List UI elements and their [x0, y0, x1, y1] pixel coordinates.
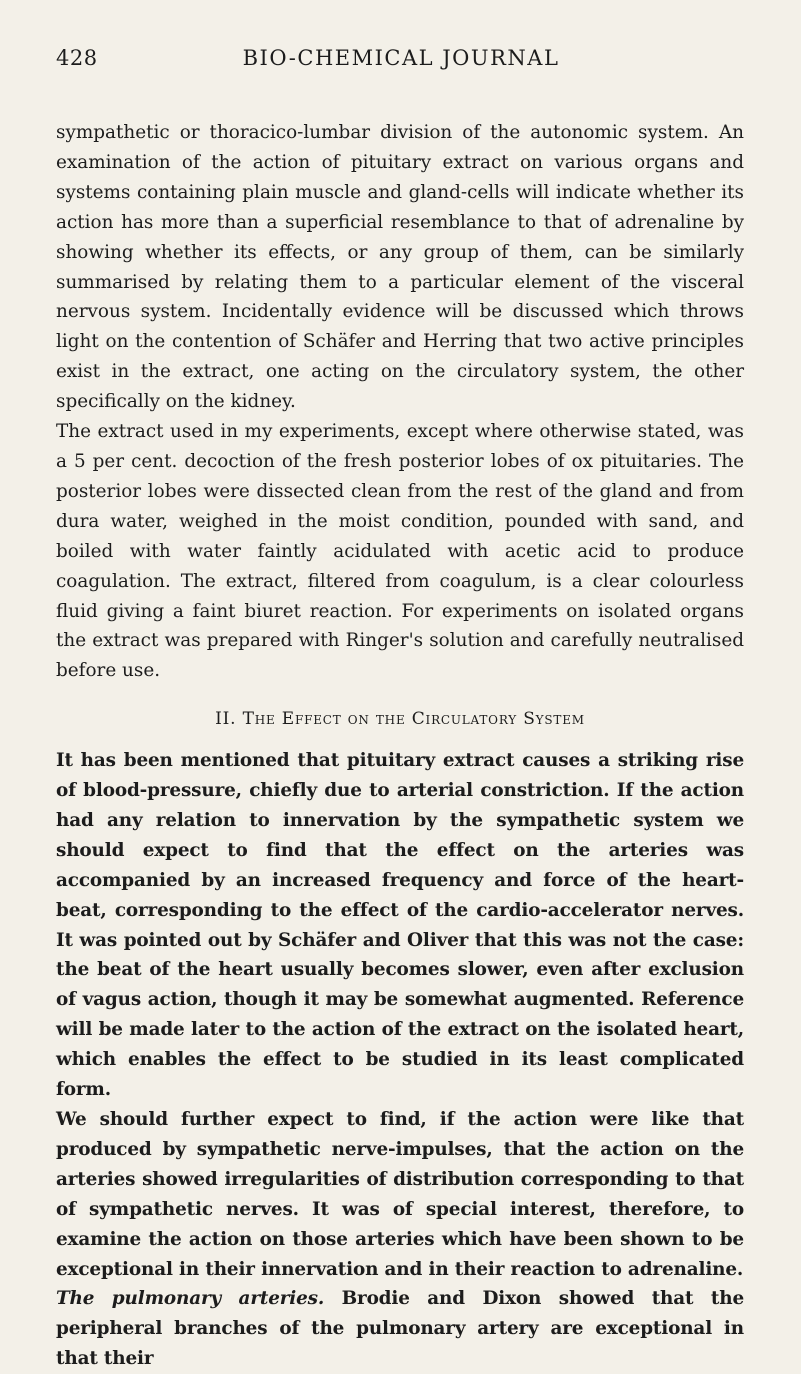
paragraph-2: The extract used in my experiments, except where otherwise stated, was a 5 per cent. decoction of the fresh posterior lobes of ox pituitaries. The posterior lobes were dissected clean from the rest of the gland and from dura water, weighed in the moist condition, pounded with sand, and boiled with water faintly acidulated with acetic acid to produce coagulation. The extract, filtered from coagulum, is a clear colourless fluid giving a faint biuret reaction. For experiments on isolated organs the extract was prepared with Ringer's solution and carefully neutralised before use. [56, 421, 744, 682]
paragraph-3: It has been mentioned that pituitary extract causes a striking rise of blood-pressure, chiefly due to arterial constriction. If the action had any relation to innervation by the sympathetic system we should expect to find that the effect on the arteries was accompanied by an increased frequency and force of the heart-beat, corresponding to the effect of the cardio-accelerator nerves. It was pointed out by Schäfer and Oliver that this was not the case: the beat of the heart usually becomes slower, even after exclusion of vagus action, though it may be somewhat augmented. Reference will be made later to the action of the extract on the isolated heart, which enables the effect to be studied in its least complicated form. [56, 750, 744, 1101]
section-heading: II. The Effect on the Circulatory System [215, 709, 585, 730]
paragraph-4: We should further expect to find, if the action were like that produced by sympathetic nerve-impulses, that the action on the arteries showed irregularities of distribution corresponding to that of sympathetic nerves. It was of special interest, therefore, to examine the action on those arteries which have been shown to be exceptional in their innervation and in their reaction to adrenaline. [56, 1109, 744, 1280]
page-header [56, 46, 746, 76]
article-body [56, 118, 744, 1374]
paragraph-1: sympathetic or thoracico-lumbar division of the autonomic system. An examination of the action of pituitary extract on various organs and systems containing plain muscle and gland-cells will indicate whether its action has more than a superficial resemblance to that of adrenaline by showing whether its effects, or any group of them, can be similarly summarised by relating them to a particular element of the visceral nervous system. Incidentally evidence will be discussed which throws light on the contention of Schäfer and Herring that two active principles exist in the extract, one acting on the circulatory system, the other specifically on the kidney. [56, 122, 744, 413]
running-head: BIO-CHEMICAL JOURNAL [242, 46, 560, 70]
paragraph-5 [56, 1284, 744, 1374]
paragraph-5-text: Brodie and Dixon showed that the peripheral branches of the pulmonary artery are exceptional in that their [56, 1288, 745, 1370]
paragraph-5-title: The pulmonary arteries. [56, 1288, 325, 1310]
page-number: 428 [56, 46, 98, 70]
